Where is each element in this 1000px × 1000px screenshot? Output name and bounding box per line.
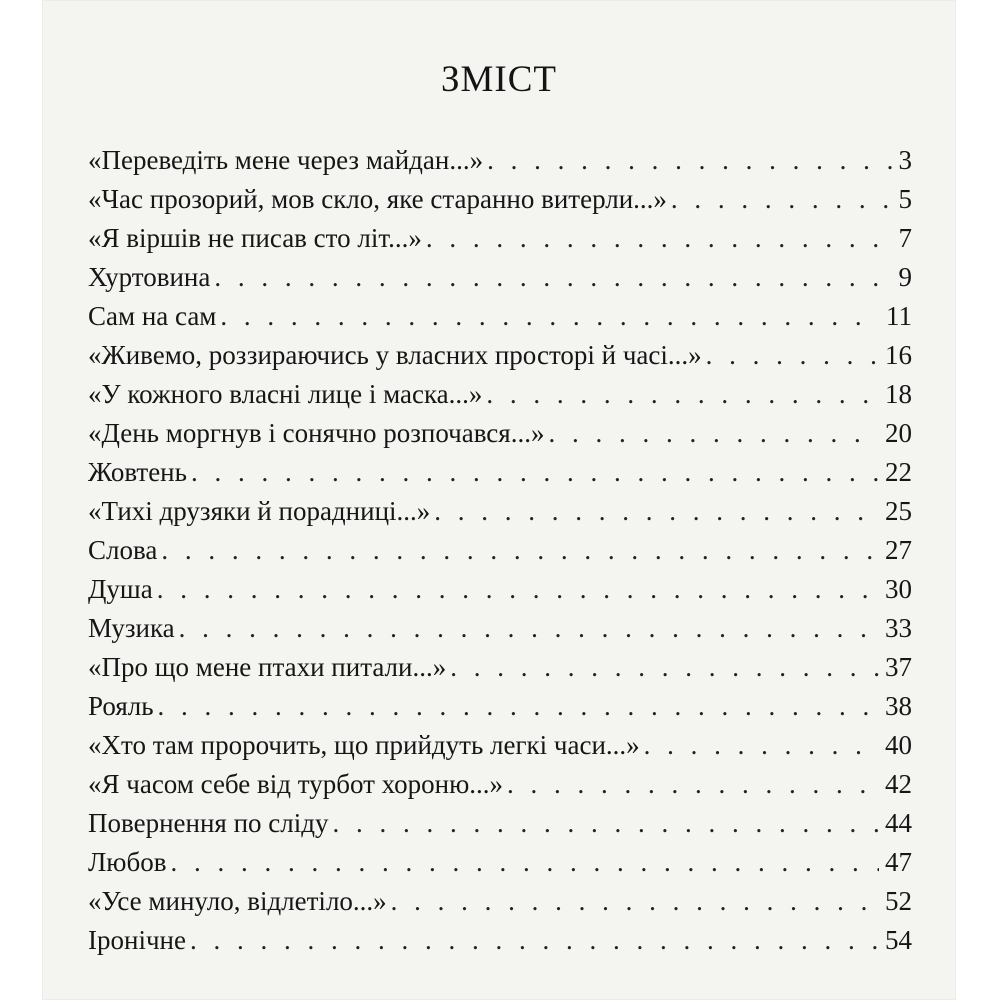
toc-dot-leader: [671, 184, 893, 215]
toc-entry: [88, 223, 912, 262]
toc-entry-title: «Живемо, роззираючись у власних просторі й часі...»: [88, 340, 702, 370]
toc-entry: [88, 574, 912, 613]
toc-entry-title: «Тихі друзяки й порадниці...»: [88, 496, 431, 526]
toc-dot-leader: [170, 847, 879, 878]
toc-entry: [88, 340, 912, 379]
toc-dot-leader: [391, 886, 879, 917]
toc-entry-title: Сам на сам: [88, 301, 217, 331]
toc-entry-title: «День моргнув і сонячно розпочався...»: [88, 418, 545, 448]
toc-entry-page-number: 27: [885, 535, 912, 565]
toc-entry-page-number: 54: [885, 925, 912, 955]
toc-dot-leader: [161, 535, 879, 566]
toc-entry-title: Жовтень: [88, 457, 187, 487]
toc-entry-page-number: 42: [885, 769, 912, 799]
toc-dot-leader: [426, 223, 893, 254]
toc-dot-leader: [486, 379, 879, 410]
toc-entry-title: «У кожного власні лице і маска...»: [88, 379, 483, 409]
toc-entry-title: «Я часом себе від турбот хороню...»: [88, 769, 503, 799]
toc-dot-leader: [214, 262, 892, 293]
toc-dot-leader: [450, 652, 879, 683]
toc-entry-page-number: 52: [885, 886, 912, 916]
toc-entry-title: «Усе минуло, відлетіло...»: [88, 886, 387, 916]
toc-dot-leader: [548, 418, 879, 449]
toc-entry-page-number: 38: [885, 691, 912, 721]
page-title: ЗМІСТ: [440, 59, 558, 100]
toc-dot-leader: [190, 925, 879, 956]
toc-entry-page-number: 37: [885, 652, 912, 682]
toc-entry: [88, 418, 912, 457]
toc-entry: [88, 496, 912, 535]
toc-dot-leader: [487, 145, 892, 176]
toc-entry: [88, 769, 912, 808]
toc-dot-leader: [706, 340, 879, 371]
toc-dot-leader: [332, 808, 879, 839]
toc-entry-title: Рояль: [88, 691, 154, 721]
toc-dot-leader: [507, 769, 879, 800]
toc-entry-title: Музика: [88, 613, 175, 643]
toc-entry-page-number: 25: [885, 496, 912, 526]
toc-entry-title: Любов: [88, 847, 167, 877]
toc-dot-leader: [157, 574, 879, 605]
toc-entry: [88, 145, 912, 184]
toc-dot-leader: [434, 496, 879, 527]
toc-entry-page-number: 9: [898, 262, 912, 292]
toc-entry: [88, 691, 912, 730]
toc-entry-page-number: 47: [885, 847, 912, 877]
toc-entry-page-number: 16: [885, 340, 912, 370]
toc-entry: [88, 457, 912, 496]
toc-entry-title: Повернення по сліду: [88, 808, 329, 838]
toc-entry: [88, 886, 912, 925]
toc-entry-title: Хуртовина: [88, 262, 211, 292]
toc-entry-page-number: 33: [885, 613, 912, 643]
toc-entry: [88, 808, 912, 847]
toc-entry-title: Душа: [88, 574, 153, 604]
toc-entry-title: Іронічне: [88, 925, 186, 955]
toc-entry: [88, 613, 912, 652]
toc-entry: [88, 184, 912, 223]
toc-entry-title: «Хто там пророчить, що прийдуть легкі часи...»: [88, 730, 640, 760]
toc-entry-page-number: 22: [885, 457, 912, 487]
toc-entry: [88, 262, 912, 301]
book-page: [42, 0, 956, 1000]
toc-entry: [88, 925, 912, 964]
toc-entry-title: Слова: [88, 535, 158, 565]
toc-entry-page-number: 18: [885, 379, 912, 409]
toc-entry: [88, 301, 912, 340]
toc-entry: [88, 535, 912, 574]
toc-entry-page-number: 20: [885, 418, 912, 448]
table-of-contents: [88, 145, 912, 964]
toc-entry-page-number: 5: [898, 184, 912, 214]
toc-entry: [88, 379, 912, 418]
toc-entry-title: «Я віршів не писав сто літ...»: [88, 223, 422, 253]
toc-entry-title: «Про що мене птахи питали...»: [88, 652, 447, 682]
toc-dot-leader: [191, 457, 879, 488]
toc-dot-leader: [179, 613, 879, 644]
toc-dot-leader: [220, 301, 880, 332]
toc-entry-page-number: 11: [886, 301, 912, 331]
toc-entry-title: «Переведіть мене через майдан...»: [88, 145, 484, 175]
toc-entry-page-number: 7: [898, 223, 912, 253]
toc-entry: [88, 847, 912, 886]
toc-dot-leader: [158, 691, 879, 722]
toc-entry: [88, 730, 912, 769]
toc-entry-page-number: 40: [885, 730, 912, 760]
toc-entry-page-number: 44: [885, 808, 912, 838]
toc-entry-page-number: 3: [898, 145, 912, 175]
toc-dot-leader: [644, 730, 879, 761]
toc-entry: [88, 652, 912, 691]
toc-entry-title: «Час прозорий, мов скло, яке старанно витерли...»: [88, 184, 667, 214]
toc-entry-page-number: 30: [885, 574, 912, 604]
